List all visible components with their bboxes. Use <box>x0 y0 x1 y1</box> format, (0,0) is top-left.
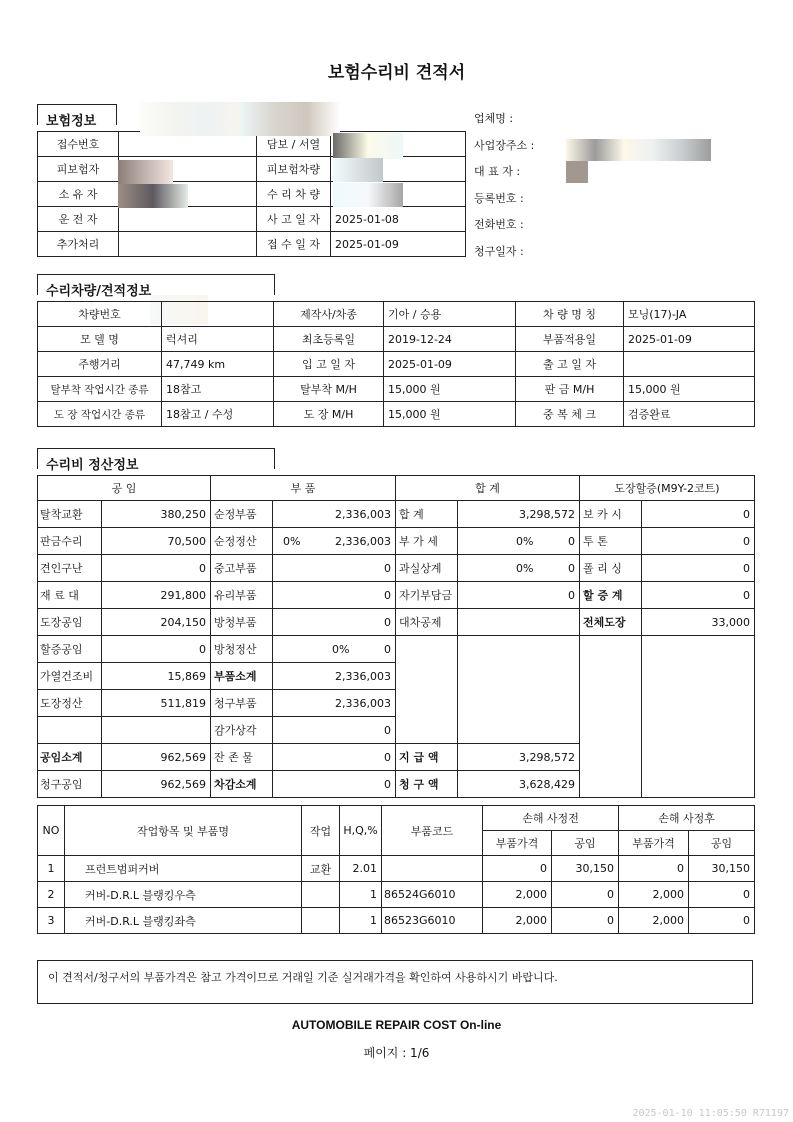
vehicle-row <box>38 377 755 402</box>
item-no: 3 <box>38 908 65 934</box>
field-label: 수 리 차 량 <box>257 182 331 207</box>
parts-amount: 0 <box>384 750 391 764</box>
field-value: 검증완료 <box>624 402 755 427</box>
parts-amount: 0 <box>384 561 391 575</box>
paint-value: 33,000 <box>642 609 755 636</box>
total-value <box>458 501 580 528</box>
field-label: 모 델 명 <box>38 327 162 352</box>
total-value <box>458 528 580 555</box>
total-value: 3,628,429 <box>458 771 580 798</box>
parts-value <box>273 636 396 663</box>
labor-value: 962,569 <box>102 744 211 771</box>
insurance-row <box>38 207 466 232</box>
parts-value <box>273 528 396 555</box>
total-amount: 3,298,572 <box>519 507 575 521</box>
field-value <box>119 232 257 257</box>
field-label: 도 장 M/H <box>274 402 384 427</box>
settlement-row <box>38 555 755 582</box>
labor-header: 공 임 <box>38 476 211 501</box>
item-no: 2 <box>38 882 65 908</box>
field-value: 18참고 / 수성 <box>162 402 274 427</box>
item-after-labor: 30,150 <box>689 856 755 882</box>
field-value: 2025-01-09 <box>331 232 466 257</box>
labor-label <box>38 717 102 744</box>
settlement-section-title: 수리비 정산정보 <box>37 448 275 469</box>
parts-value <box>273 582 396 609</box>
item-name: 커버-D.R.L 블랭킹우측 <box>65 882 302 908</box>
field-value: 15,000 원 <box>384 377 516 402</box>
parts-value <box>273 771 396 798</box>
labor-label: 판금수리 <box>38 528 102 555</box>
item-work <box>302 882 340 908</box>
col-before: 손해 사정전 <box>483 806 619 831</box>
vehicle-row <box>38 402 755 427</box>
field-value: 18참고 <box>162 377 274 402</box>
page-number: 페이지 : 1/6 <box>363 1046 430 1060</box>
total-percent: 0% <box>516 534 534 548</box>
total-label: 지 급 액 <box>396 744 458 771</box>
parts-value <box>273 690 396 717</box>
items-header-row <box>38 806 755 831</box>
parts-amount: 2,336,003 <box>335 534 391 548</box>
total-label: 합 계 <box>396 501 458 528</box>
paint-label: 보 카 시 <box>580 501 642 528</box>
parts-value <box>273 555 396 582</box>
col-item: 작업항목 및 부품명 <box>65 806 302 856</box>
total-value <box>458 555 580 582</box>
field-label: 출 고 일 자 <box>516 352 624 377</box>
field-label: 판 금 M/H <box>516 377 624 402</box>
field-label: 사 고 일 자 <box>257 207 331 232</box>
total-header: 합 계 <box>396 476 580 501</box>
field-value: 2025-01-09 <box>384 352 516 377</box>
settlement-header-row <box>38 476 755 501</box>
labor-value: 511,819 <box>102 690 211 717</box>
parts-label: 청구부품 <box>211 690 273 717</box>
print-timestamp: 2025-01-10 11:05:50 R71197 <box>632 1108 789 1119</box>
parts-percent: 0% <box>332 642 350 656</box>
item-work: 교환 <box>302 856 340 882</box>
total-value <box>458 609 580 636</box>
total-amount: 0 <box>568 588 575 602</box>
field-value: 2025-01-08 <box>331 207 466 232</box>
empty-cell <box>458 636 580 744</box>
parts-amount: 0 <box>384 777 391 791</box>
document-title: 보험수리비 견적서 <box>327 63 466 83</box>
labor-label: 가열건조비 <box>38 663 102 690</box>
company-field-label: 업체명 : <box>474 112 514 125</box>
item-before-part-price: 2,000 <box>483 908 552 934</box>
settlement-row <box>38 528 755 555</box>
work-item-row <box>38 908 755 934</box>
field-label: 차 량 명 칭 <box>516 302 624 327</box>
field-value: 15,000 원 <box>624 377 755 402</box>
parts-amount: 0 <box>384 588 391 602</box>
empty-cell <box>642 636 755 798</box>
vehicle-row <box>38 302 755 327</box>
parts-value <box>273 744 396 771</box>
col-after-part-price: 부품가격 <box>619 831 689 856</box>
total-label: 청 구 액 <box>396 771 458 798</box>
total-value: 3,298,572 <box>458 744 580 771</box>
field-value <box>162 302 274 327</box>
field-label: 중 복 체 크 <box>516 402 624 427</box>
company-info <box>474 106 534 265</box>
item-name: 프런트범퍼커버 <box>65 856 302 882</box>
parts-amount: 0 <box>384 723 391 737</box>
parts-header: 부 품 <box>211 476 396 501</box>
paint-label: 전체도장 <box>580 609 642 636</box>
paint-value: 0 <box>642 501 755 528</box>
insurance-row <box>38 157 466 182</box>
settlement-row <box>38 636 755 663</box>
item-after-labor: 0 <box>689 908 755 934</box>
field-label: 제작사/차종 <box>274 302 384 327</box>
empty-cell <box>580 636 642 798</box>
company-field-label: 전화번호 : <box>474 218 524 231</box>
total-percent: 0% <box>516 561 534 575</box>
field-label: 접수번호 <box>38 132 119 157</box>
labor-value: 15,869 <box>102 663 211 690</box>
labor-label: 견인구난 <box>38 555 102 582</box>
paint-label: 투 톤 <box>580 528 642 555</box>
field-value <box>119 207 257 232</box>
vehicle-section-title: 수리차량/견적정보 <box>37 274 275 295</box>
paint-label: 폴 리 싱 <box>580 555 642 582</box>
parts-value <box>273 717 396 744</box>
parts-label: 방청부품 <box>211 609 273 636</box>
labor-value: 962,569 <box>102 771 211 798</box>
insurance-row <box>38 232 466 257</box>
price-notice: 이 견적서/청구서의 부품가격은 참고 가격이므로 거래일 기준 실거래가격을 확인하여 사용하시기 바랍니다. <box>37 960 753 1004</box>
paint-value: 0 <box>642 582 755 609</box>
parts-label: 순정정산 <box>211 528 273 555</box>
col-after-labor: 공임 <box>689 831 755 856</box>
field-value: 기아 / 승용 <box>384 302 516 327</box>
item-after-part-price: 2,000 <box>619 882 689 908</box>
item-after-labor: 0 <box>689 882 755 908</box>
parts-label: 방청정산 <box>211 636 273 663</box>
field-value: 47,749 km <box>162 352 274 377</box>
total-label: 과실상계 <box>396 555 458 582</box>
item-name: 커버-D.R.L 블랭킹좌측 <box>65 908 302 934</box>
item-code: 86523G6010 <box>382 908 483 934</box>
work-item-row <box>38 856 755 882</box>
parts-label: 유리부품 <box>211 582 273 609</box>
vehicle-row <box>38 352 755 377</box>
field-label: 도 장 작업시간 종류 <box>38 402 162 427</box>
item-code: 86524G6010 <box>382 882 483 908</box>
redacted-block <box>333 133 403 159</box>
col-work: 작업 <box>302 806 340 856</box>
footer-brand: AUTOMOBILE REPAIR COST On-line <box>291 1018 502 1032</box>
redacted-block <box>566 161 588 183</box>
field-label: 추가처리 <box>38 232 119 257</box>
labor-value: 70,500 <box>102 528 211 555</box>
parts-value <box>273 609 396 636</box>
field-value: 럭셔리 <box>162 327 274 352</box>
parts-label: 잔 존 물 <box>211 744 273 771</box>
labor-value: 380,250 <box>102 501 211 528</box>
field-label: 운 전 자 <box>38 207 119 232</box>
empty-cell <box>396 636 458 744</box>
col-no: NO <box>38 806 65 856</box>
item-after-part-price: 0 <box>619 856 689 882</box>
field-label: 탈부착 작업시간 종류 <box>38 377 162 402</box>
paint-value: 0 <box>642 528 755 555</box>
labor-value: 0 <box>102 636 211 663</box>
item-before-labor: 0 <box>552 908 619 934</box>
field-value <box>624 352 755 377</box>
vehicle-row <box>38 327 755 352</box>
parts-amount: 2,336,003 <box>335 669 391 683</box>
company-field-label: 사업장주소 : <box>474 138 535 152</box>
labor-label: 청구공임 <box>38 771 102 798</box>
field-value: 2019-12-24 <box>384 327 516 352</box>
total-label: 자기부담금 <box>396 582 458 609</box>
col-code: 부품코드 <box>382 806 483 856</box>
item-code <box>382 856 483 882</box>
item-work <box>302 908 340 934</box>
paint-label: 할 증 계 <box>580 582 642 609</box>
col-before-part-price: 부품가격 <box>483 831 552 856</box>
company-field-label: 대 표 자 : <box>474 165 521 178</box>
parts-label: 부품소계 <box>211 663 273 690</box>
parts-amount: 0 <box>384 615 391 629</box>
labor-label: 도장공임 <box>38 609 102 636</box>
insurance-section-title: 보험정보 <box>37 104 117 125</box>
parts-amount: 2,336,003 <box>335 507 391 521</box>
field-label: 접 수 일 자 <box>257 232 331 257</box>
labor-value: 204,150 <box>102 609 211 636</box>
parts-value <box>273 663 396 690</box>
field-label: 입 고 일 자 <box>274 352 384 377</box>
labor-value <box>102 717 211 744</box>
field-label: 피보험차량 <box>257 157 331 182</box>
item-after-part-price: 2,000 <box>619 908 689 934</box>
item-before-part-price: 0 <box>483 856 552 882</box>
redacted-block <box>333 158 383 182</box>
labor-label: 탈착교환 <box>38 501 102 528</box>
labor-label: 도장정산 <box>38 690 102 717</box>
labor-label: 재 료 대 <box>38 582 102 609</box>
field-label: 피보험자 <box>38 157 119 182</box>
work-item-row <box>38 882 755 908</box>
total-label: 부 가 세 <box>396 528 458 555</box>
parts-label: 순정부품 <box>211 501 273 528</box>
col-before-labor: 공임 <box>552 831 619 856</box>
field-label: 최초등록일 <box>274 327 384 352</box>
item-before-part-price: 2,000 <box>483 882 552 908</box>
item-before-labor: 0 <box>552 882 619 908</box>
redacted-block <box>566 139 711 161</box>
field-label: 부품적용일 <box>516 327 624 352</box>
item-hq: 1 <box>340 882 382 908</box>
labor-label: 할증공임 <box>38 636 102 663</box>
labor-value: 0 <box>102 555 211 582</box>
parts-amount: 2,336,003 <box>335 696 391 710</box>
redacted-block <box>140 102 240 136</box>
item-no: 1 <box>38 856 65 882</box>
field-value: 15,000 원 <box>384 402 516 427</box>
parts-amount: 0 <box>384 642 391 656</box>
field-label: 소 유 자 <box>38 182 119 207</box>
labor-label: 공임소계 <box>38 744 102 771</box>
parts-label: 중고부품 <box>211 555 273 582</box>
vehicle-table <box>37 301 755 427</box>
col-hq: H,Q,% <box>340 806 382 856</box>
field-label: 차량번호 <box>38 302 162 327</box>
company-field-label: 청구일자 : <box>474 244 524 258</box>
settlement-row <box>38 582 755 609</box>
work-items-table <box>37 805 755 934</box>
redacted-block <box>240 102 340 136</box>
paint-surcharge-header: 도장할증(M9Y-2코트) <box>580 476 755 501</box>
field-value: 2025-01-09 <box>624 327 755 352</box>
field-label: 담보 / 서열 <box>257 132 331 157</box>
redacted-block <box>333 183 403 207</box>
item-hq: 1 <box>340 908 382 934</box>
parts-label: 차감소계 <box>211 771 273 798</box>
settlement-row <box>38 501 755 528</box>
redacted-block <box>118 184 188 208</box>
total-value <box>458 582 580 609</box>
parts-percent: 0% <box>283 534 301 548</box>
item-before-labor: 30,150 <box>552 856 619 882</box>
field-label: 탈부착 M/H <box>274 377 384 402</box>
settlement-table <box>37 475 755 798</box>
field-label: 주행거리 <box>38 352 162 377</box>
labor-value: 291,800 <box>102 582 211 609</box>
parts-label: 감가상각 <box>211 717 273 744</box>
company-field-label: 등록번호 : <box>474 191 524 205</box>
field-value: 모닝(17)-JA <box>624 302 755 327</box>
total-amount: 0 <box>568 534 575 548</box>
total-amount: 0 <box>568 561 575 575</box>
settlement-row <box>38 609 755 636</box>
item-hq: 2.01 <box>340 856 382 882</box>
parts-value <box>273 501 396 528</box>
total-label: 대차공제 <box>396 609 458 636</box>
paint-value: 0 <box>642 555 755 582</box>
col-after: 손해 사정후 <box>619 806 755 831</box>
